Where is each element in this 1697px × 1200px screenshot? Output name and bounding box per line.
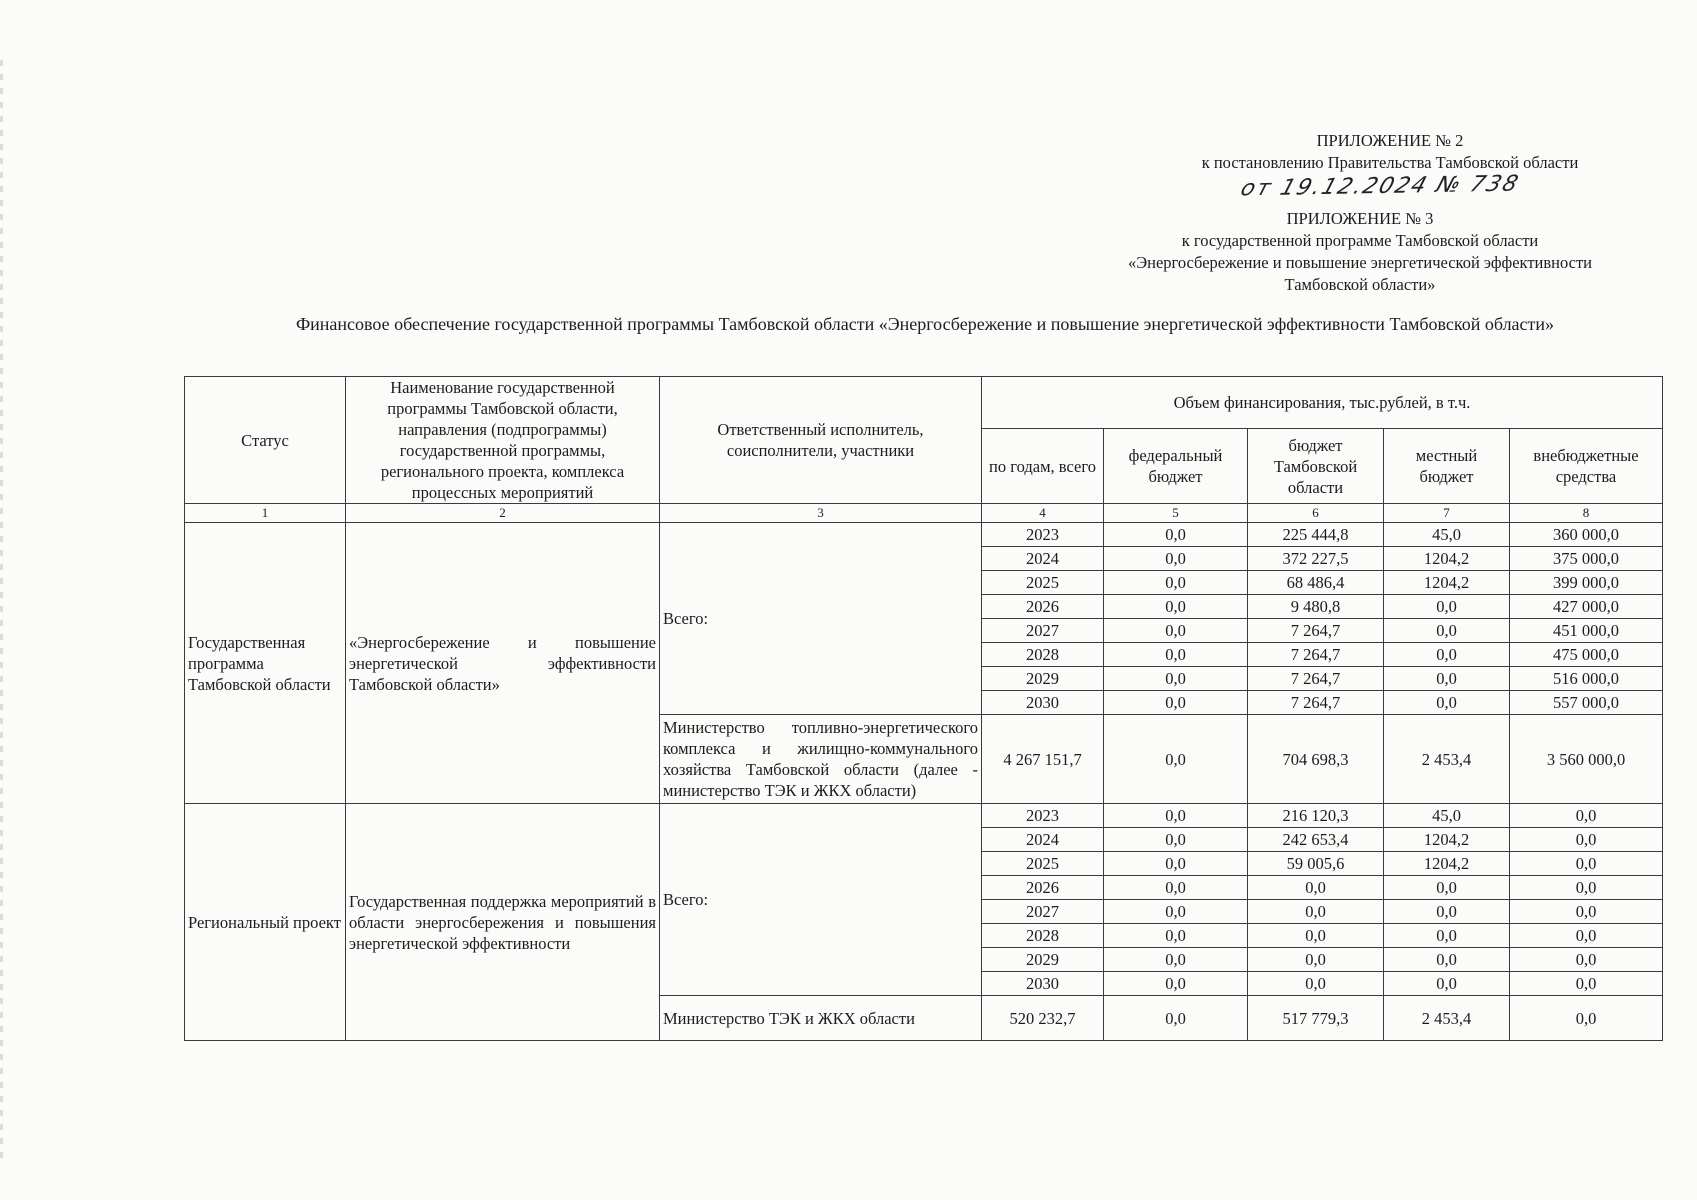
regional-cell: 7 264,7 bbox=[1248, 667, 1384, 691]
local-cell: 0,0 bbox=[1384, 691, 1510, 715]
federal-cell: 0,0 bbox=[1104, 900, 1248, 924]
handwritten-date-number: от 19.12.2024 № 738 bbox=[1237, 171, 1523, 202]
extra-cell: 451 000,0 bbox=[1510, 619, 1663, 643]
federal-cell: 0,0 bbox=[1104, 643, 1248, 667]
regional-cell: 242 653,4 bbox=[1248, 828, 1384, 852]
total-label: Всего: bbox=[660, 523, 982, 715]
federal-cell: 0,0 bbox=[1104, 571, 1248, 595]
executor-total: 4 267 151,7 bbox=[982, 715, 1104, 804]
col-number: 2 bbox=[346, 504, 660, 523]
regional-cell: 0,0 bbox=[1248, 924, 1384, 948]
local-cell: 0,0 bbox=[1384, 667, 1510, 691]
extra-cell: 0,0 bbox=[1510, 804, 1663, 828]
header-regional: бюджет Тамбовской области bbox=[1248, 429, 1384, 504]
scan-edge bbox=[0, 60, 3, 1160]
col-number: 1 bbox=[185, 504, 346, 523]
col-number: 8 bbox=[1510, 504, 1663, 523]
local-cell: 0,0 bbox=[1384, 972, 1510, 996]
section-status: Региональный проект bbox=[185, 804, 346, 1041]
total-label: Всего: bbox=[660, 804, 982, 996]
year-cell: 2026 bbox=[982, 876, 1104, 900]
regional-cell: 7 264,7 bbox=[1248, 619, 1384, 643]
federal-cell: 0,0 bbox=[1104, 852, 1248, 876]
header-executor: Ответственный исполнитель, соисполнители, участники bbox=[660, 377, 982, 504]
year-row bbox=[185, 804, 1663, 828]
local-cell: 1204,2 bbox=[1384, 852, 1510, 876]
year-cell: 2024 bbox=[982, 547, 1104, 571]
federal-cell: 0,0 bbox=[1104, 667, 1248, 691]
regional-cell: 59 005,6 bbox=[1248, 852, 1384, 876]
extra-cell: 475 000,0 bbox=[1510, 643, 1663, 667]
year-cell: 2028 bbox=[982, 924, 1104, 948]
col-number: 3 bbox=[660, 504, 982, 523]
year-cell: 2023 bbox=[982, 523, 1104, 547]
header-local: местный бюджет bbox=[1384, 429, 1510, 504]
year-cell: 2028 bbox=[982, 643, 1104, 667]
header-federal: федеральный бюджет bbox=[1104, 429, 1248, 504]
executor-local: 2 453,4 bbox=[1384, 996, 1510, 1041]
executor-extra: 3 560 000,0 bbox=[1510, 715, 1663, 804]
executor-federal: 0,0 bbox=[1104, 715, 1248, 804]
year-cell: 2029 bbox=[982, 667, 1104, 691]
extra-cell: 516 000,0 bbox=[1510, 667, 1663, 691]
federal-cell: 0,0 bbox=[1104, 876, 1248, 900]
col-number: 6 bbox=[1248, 504, 1384, 523]
col-number: 5 bbox=[1104, 504, 1248, 523]
year-cell: 2025 bbox=[982, 852, 1104, 876]
federal-cell: 0,0 bbox=[1104, 972, 1248, 996]
executor-local: 2 453,4 bbox=[1384, 715, 1510, 804]
local-cell: 0,0 bbox=[1384, 643, 1510, 667]
regional-cell: 0,0 bbox=[1248, 972, 1384, 996]
executor-federal: 0,0 bbox=[1104, 996, 1248, 1041]
column-numbers-row bbox=[185, 504, 1663, 523]
executor-total: 520 232,7 bbox=[982, 996, 1104, 1041]
regional-cell: 372 227,5 bbox=[1248, 547, 1384, 571]
executor-regional: 517 779,3 bbox=[1248, 996, 1384, 1041]
regional-cell: 0,0 bbox=[1248, 948, 1384, 972]
regional-cell: 7 264,7 bbox=[1248, 643, 1384, 667]
federal-cell: 0,0 bbox=[1104, 924, 1248, 948]
local-cell: 45,0 bbox=[1384, 523, 1510, 547]
federal-cell: 0,0 bbox=[1104, 595, 1248, 619]
regional-cell: 0,0 bbox=[1248, 900, 1384, 924]
financing-table bbox=[184, 376, 1663, 1041]
federal-cell: 0,0 bbox=[1104, 619, 1248, 643]
local-cell: 0,0 bbox=[1384, 619, 1510, 643]
federal-cell: 0,0 bbox=[1104, 691, 1248, 715]
local-cell: 45,0 bbox=[1384, 804, 1510, 828]
appendix-2-subtitle: к постановлению Правительства Тамбовской области bbox=[1201, 153, 1579, 172]
local-cell: 0,0 bbox=[1384, 595, 1510, 619]
year-cell: 2027 bbox=[982, 619, 1104, 643]
header-extra: внебюджетные средства bbox=[1510, 429, 1663, 504]
year-cell: 2025 bbox=[982, 571, 1104, 595]
executor-extra: 0,0 bbox=[1510, 996, 1663, 1041]
header-name: Наименование государственной программы Тамбовской области, направления (подпрограммы) государственной программы, регионального проекта, комплекса процессных мероприятий bbox=[346, 377, 660, 504]
extra-cell: 427 000,0 bbox=[1510, 595, 1663, 619]
executor-regional: 704 698,3 bbox=[1248, 715, 1384, 804]
program-name-line2: Тамбовской области» bbox=[1284, 275, 1436, 294]
col-number: 4 bbox=[982, 504, 1104, 523]
appendix-3-subtitle: к государственной программе Тамбовской области bbox=[1181, 231, 1539, 250]
header-by-years: по годам, всего bbox=[982, 429, 1104, 504]
regional-cell: 216 120,3 bbox=[1248, 804, 1384, 828]
year-row bbox=[185, 523, 1663, 547]
extra-cell: 557 000,0 bbox=[1510, 691, 1663, 715]
appendix-3-title: ПРИЛОЖЕНИЕ № 3 bbox=[1286, 209, 1434, 228]
program-name-line1: «Энергосбережение и повышение энергетической эффективности bbox=[1127, 253, 1593, 272]
local-cell: 0,0 bbox=[1384, 948, 1510, 972]
year-cell: 2023 bbox=[982, 804, 1104, 828]
section-name: Государственная поддержка мероприятий в области энергосбережения и повышения энергетической эффективности bbox=[346, 804, 660, 1041]
regional-cell: 0,0 bbox=[1248, 876, 1384, 900]
extra-cell: 0,0 bbox=[1510, 852, 1663, 876]
section-name: «Энергосбережение и повышение энергетической эффективности Тамбовской области» bbox=[346, 523, 660, 804]
local-cell: 0,0 bbox=[1384, 900, 1510, 924]
extra-cell: 375 000,0 bbox=[1510, 547, 1663, 571]
extra-cell: 360 000,0 bbox=[1510, 523, 1663, 547]
extra-cell: 0,0 bbox=[1510, 948, 1663, 972]
year-cell: 2027 bbox=[982, 900, 1104, 924]
year-cell: 2024 bbox=[982, 828, 1104, 852]
regional-cell: 68 486,4 bbox=[1248, 571, 1384, 595]
regional-cell: 9 480,8 bbox=[1248, 595, 1384, 619]
local-cell: 1204,2 bbox=[1384, 828, 1510, 852]
extra-cell: 0,0 bbox=[1510, 900, 1663, 924]
federal-cell: 0,0 bbox=[1104, 948, 1248, 972]
federal-cell: 0,0 bbox=[1104, 523, 1248, 547]
header-status: Статус bbox=[185, 377, 346, 504]
executor-name: Министерство ТЭК и ЖКХ области bbox=[660, 996, 982, 1041]
appendix-2-title: ПРИЛОЖЕНИЕ № 2 bbox=[1316, 131, 1464, 150]
local-cell: 1204,2 bbox=[1384, 571, 1510, 595]
appendix-2-header bbox=[1180, 130, 1600, 202]
extra-cell: 0,0 bbox=[1510, 828, 1663, 852]
document-title: Финансовое обеспечение государственной программы Тамбовской области «Энергосбережение и повышение энергетической эффективности Тамбовской области» bbox=[295, 314, 1555, 334]
appendix-3-header bbox=[1060, 208, 1660, 296]
col-number: 7 bbox=[1384, 504, 1510, 523]
extra-cell: 0,0 bbox=[1510, 972, 1663, 996]
local-cell: 1204,2 bbox=[1384, 547, 1510, 571]
extra-cell: 0,0 bbox=[1510, 924, 1663, 948]
federal-cell: 0,0 bbox=[1104, 547, 1248, 571]
regional-cell: 225 444,8 bbox=[1248, 523, 1384, 547]
extra-cell: 399 000,0 bbox=[1510, 571, 1663, 595]
year-cell: 2029 bbox=[982, 948, 1104, 972]
header-funding: Объем финансирования, тыс.рублей, в т.ч. bbox=[982, 377, 1663, 429]
federal-cell: 0,0 bbox=[1104, 828, 1248, 852]
extra-cell: 0,0 bbox=[1510, 876, 1663, 900]
executor-name: Министерство топливно-энергетического комплекса и жилищно-коммунального хозяйства Тамбовской области (далее - министерство ТЭК и ЖКХ области) bbox=[660, 715, 982, 804]
federal-cell: 0,0 bbox=[1104, 804, 1248, 828]
year-cell: 2030 bbox=[982, 691, 1104, 715]
year-cell: 2030 bbox=[982, 972, 1104, 996]
local-cell: 0,0 bbox=[1384, 924, 1510, 948]
local-cell: 0,0 bbox=[1384, 876, 1510, 900]
year-cell: 2026 bbox=[982, 595, 1104, 619]
regional-cell: 7 264,7 bbox=[1248, 691, 1384, 715]
section-status: Государственная программа Тамбовской области bbox=[185, 523, 346, 804]
